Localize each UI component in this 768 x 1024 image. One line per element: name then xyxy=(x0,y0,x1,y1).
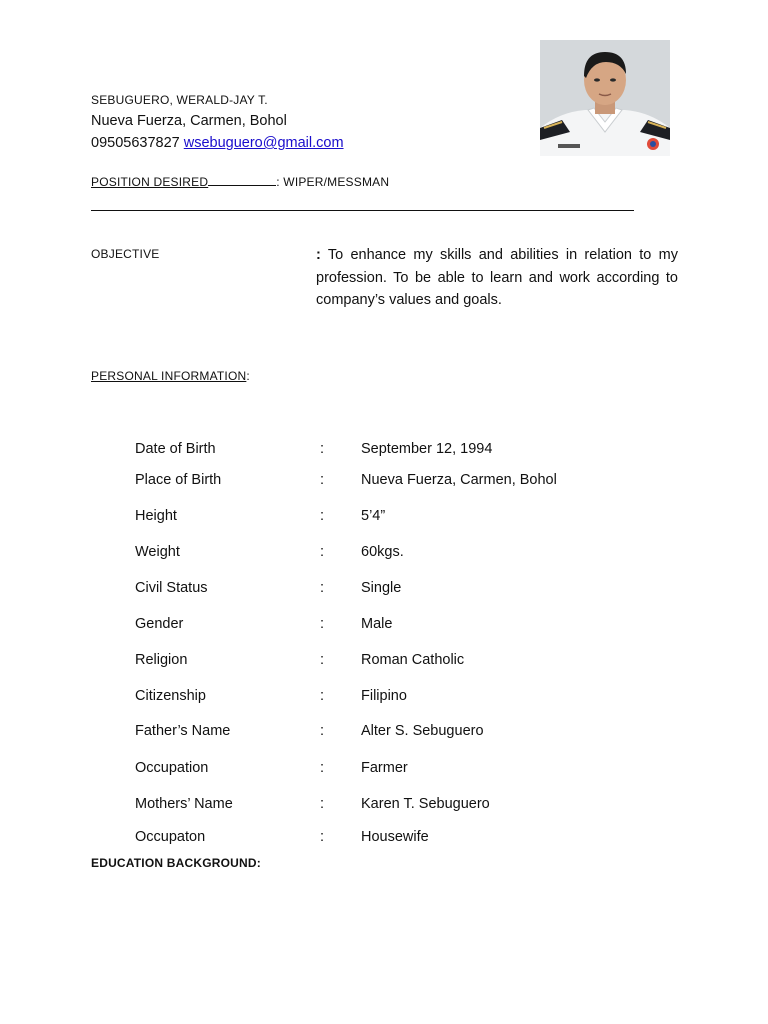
info-label: Date of Birth xyxy=(135,441,216,457)
info-value: Male xyxy=(361,616,393,632)
personal-info-suffix: : xyxy=(246,369,250,383)
info-value: Single xyxy=(361,580,402,596)
info-colon: : xyxy=(320,616,325,632)
info-colon: : xyxy=(320,688,325,704)
info-label: Gender xyxy=(135,616,184,632)
applicant-address: Nueva Fuerza, Carmen, Bohol xyxy=(91,113,287,129)
info-colon: : xyxy=(320,796,325,812)
objective-label: OBJECTIVE xyxy=(91,247,160,261)
info-value: September 12, 1994 xyxy=(361,441,493,457)
separator-line xyxy=(91,210,634,211)
info-label: Place of Birth xyxy=(135,472,222,488)
education-heading: EDUCATION BACKGROUND: xyxy=(91,856,261,870)
personal-info-heading xyxy=(91,369,250,383)
info-value: Roman Catholic xyxy=(361,652,465,668)
applicant-name: SEBUGUERO, WERALD-JAY T. xyxy=(91,93,268,107)
info-colon: : xyxy=(320,580,325,596)
info-colon: : xyxy=(320,723,325,739)
info-label: Occupation xyxy=(135,760,209,776)
objective-colon: : xyxy=(316,247,321,263)
info-label: Father’s Name xyxy=(135,723,231,739)
position-desired xyxy=(91,175,389,189)
applicant-photo xyxy=(540,40,670,156)
info-label: Mothers’ Name xyxy=(135,796,233,812)
info-value: Filipino xyxy=(361,688,407,704)
objective-body: To enhance my skills and abilities in relation to my profession. To be able to learn and work according to company’s values and goals. xyxy=(316,247,678,308)
info-label: Citizenship xyxy=(135,688,206,704)
info-value: 60kgs. xyxy=(361,544,404,560)
contact-line xyxy=(91,135,344,151)
info-label: Religion xyxy=(135,652,188,668)
info-colon: : xyxy=(320,508,325,524)
info-label: Civil Status xyxy=(135,580,208,596)
info-colon: : xyxy=(320,760,325,776)
info-colon: : xyxy=(320,652,325,668)
portrait-image xyxy=(540,40,670,156)
personal-info-label: PERSONAL INFORMATION xyxy=(91,369,247,383)
position-label: POSITION DESIRED xyxy=(91,175,209,189)
info-colon: : xyxy=(320,441,325,457)
info-value: Housewife xyxy=(361,829,429,845)
info-value: Farmer xyxy=(361,760,408,776)
info-colon: : xyxy=(320,829,325,845)
phone-number: 09505637827 xyxy=(91,135,180,151)
info-label: Height xyxy=(135,508,177,524)
info-colon: : xyxy=(320,544,325,560)
info-label: Occupaton xyxy=(135,829,206,845)
position-value: : WIPER/MESSMAN xyxy=(276,175,390,189)
info-value: Karen T. Sebuguero xyxy=(361,796,490,812)
info-value: 5’4” xyxy=(361,508,386,524)
info-colon: : xyxy=(320,472,325,488)
info-label: Weight xyxy=(135,544,180,560)
info-value: Nueva Fuerza, Carmen, Bohol xyxy=(361,472,557,488)
objective-text xyxy=(316,244,678,312)
info-value: Alter S. Sebuguero xyxy=(361,723,484,739)
position-underline xyxy=(208,175,276,186)
email-link[interactable]: wsebuguero@gmail.com xyxy=(183,135,344,151)
